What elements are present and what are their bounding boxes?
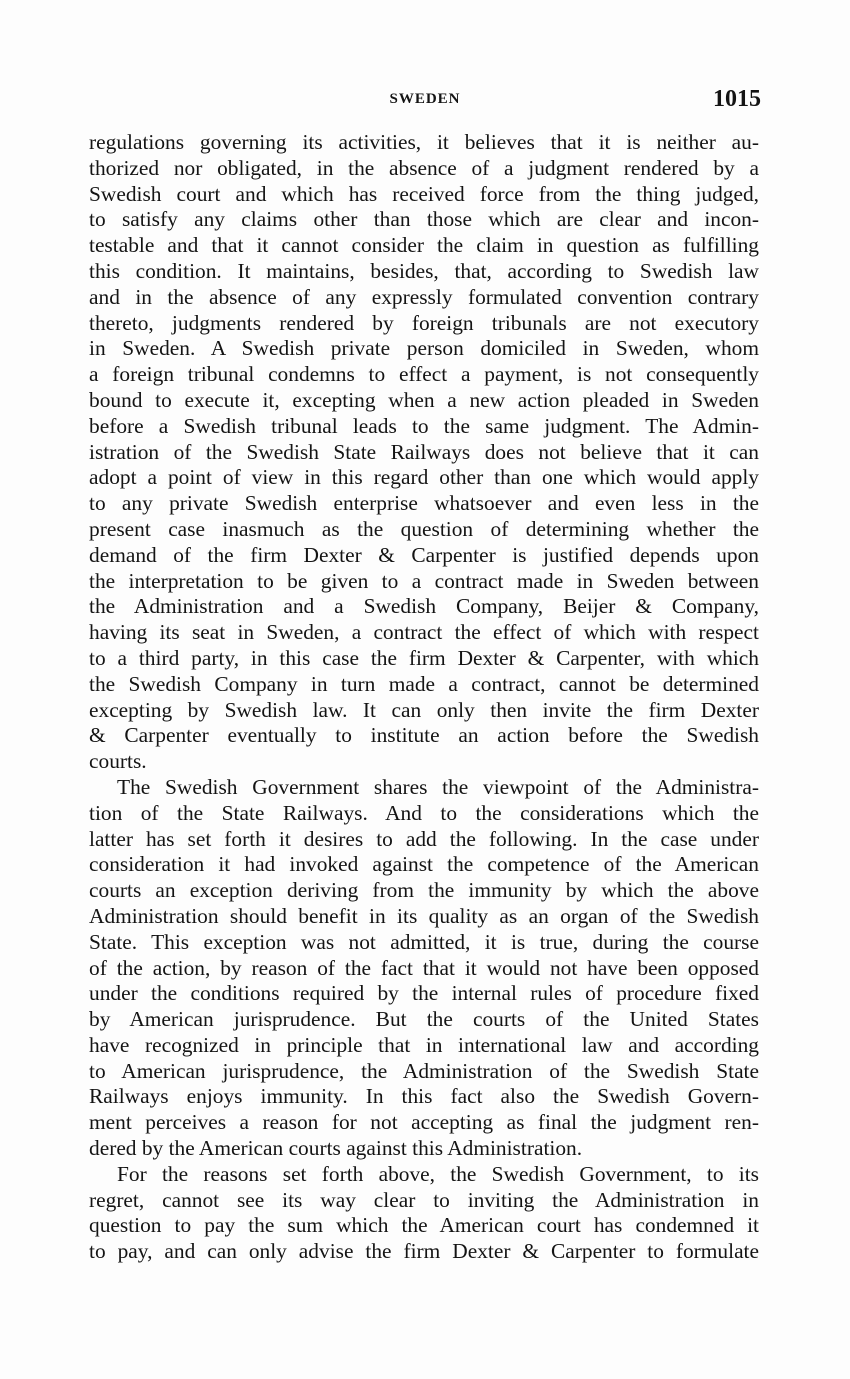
text-line: regret, cannot see its way clear to inviting the Administration in <box>89 1187 759 1212</box>
text-line: istration of the Swedish State Railways does not believe that it can <box>89 439 759 464</box>
text-line: to pay, and can only advise the firm Dexter & Carpenter to formulate <box>89 1239 759 1264</box>
text-line: the Administration and a Swedish Company, Beijer & Company, <box>89 594 759 619</box>
text-line: present case inasmuch as the question of determining whether the <box>89 516 759 541</box>
text-line: thorized nor obligated, in the absence of a judgment rendered by a <box>89 155 759 180</box>
text-line: The Swedish Government shares the viewpoint of the Administra- <box>117 774 759 799</box>
text-line: adopt a point of view in this regard other than one which would apply <box>89 465 759 490</box>
text-line: question to pay the sum which the American court has condemned it <box>89 1213 759 1238</box>
text-line: State. This exception was not admitted, it is true, during the course <box>89 929 759 954</box>
text-line: this condition. It maintains, besides, that, according to Swedish law <box>89 258 759 283</box>
text-line: Swedish court and which has received force from the thing judged, <box>89 181 759 206</box>
text-line: Railways enjoys immunity. In this fact also the Swedish Govern- <box>89 1084 759 1109</box>
text-line: have recognized in principle that in international law and according <box>89 1032 759 1057</box>
text-line: testable and that it cannot consider the claim in question as fulfilling <box>89 233 759 258</box>
page-number: 1015 <box>713 86 761 112</box>
text-line: a foreign tribunal condemns to effect a payment, is not consequently <box>89 362 759 387</box>
text-line: to satisfy any claims other than those which are clear and incon- <box>89 207 759 232</box>
text-line: ment perceives a reason for not accepting as final the judgment ren- <box>89 1110 759 1135</box>
text-line: under the conditions required by the internal rules of procedure fixed <box>89 981 759 1006</box>
text-line: of the action, by reason of the fact that it would not have been opposed <box>89 955 759 980</box>
text-line: dered by the American courts against this Administration. <box>89 1136 583 1161</box>
text-line: and in the absence of any expressly formulated convention contrary <box>89 284 759 309</box>
text-line: the interpretation to be given to a contract made in Sweden between <box>89 568 759 593</box>
text-line: bound to execute it, excepting when a new action pleaded in Sweden <box>89 387 759 412</box>
text-line: having its seat in Sweden, a contract the effect of which with respect <box>89 620 759 645</box>
running-title: SWEDEN <box>389 91 461 107</box>
text-line: courts an exception deriving from the immunity by which the above <box>89 878 759 903</box>
text-line: For the reasons set forth above, the Swedish Government, to its <box>117 1161 759 1186</box>
paragraph <box>89 775 759 1162</box>
paragraph <box>89 130 759 775</box>
text-line: excepting by Swedish law. It can only then invite the firm Dexter <box>89 697 759 722</box>
text-line: by American jurisprudence. But the courts of the United States <box>89 1007 759 1032</box>
text-line: demand of the firm Dexter & Carpenter is justified depends upon <box>89 542 759 567</box>
text-line: consideration it had invoked against the competence of the American <box>89 852 759 877</box>
running-header <box>89 84 761 118</box>
text-line: in Sweden. A Swedish private person domiciled in Sweden, whom <box>89 336 759 361</box>
text-line: to a third party, in this case the firm Dexter & Carpenter, with which <box>89 645 759 670</box>
text-line: the Swedish Company in turn made a contract, cannot be determined <box>89 671 759 696</box>
text-line: thereto, judgments rendered by foreign tribunals are not executory <box>89 310 759 335</box>
text-line: before a Swedish tribunal leads to the same judgment. The Admin- <box>89 413 759 438</box>
body-text <box>89 130 759 1265</box>
text-line: to any private Swedish enterprise whatsoever and even less in the <box>89 491 759 516</box>
text-line: Administration should benefit in its quality as an organ of the Swedish <box>89 903 759 928</box>
paragraph <box>89 1162 759 1265</box>
text-line: latter has set forth it desires to add the following. In the case under <box>89 826 759 851</box>
text-line: tion of the State Railways. And to the considerations which the <box>89 800 759 825</box>
text-line: to American jurisprudence, the Administration of the Swedish State <box>89 1058 759 1083</box>
text-line: & Carpenter eventually to institute an action before the Swedish <box>89 723 759 748</box>
text-line: regulations governing its activities, it believes that it is neither au- <box>89 130 759 154</box>
text-line: courts. <box>89 749 147 774</box>
